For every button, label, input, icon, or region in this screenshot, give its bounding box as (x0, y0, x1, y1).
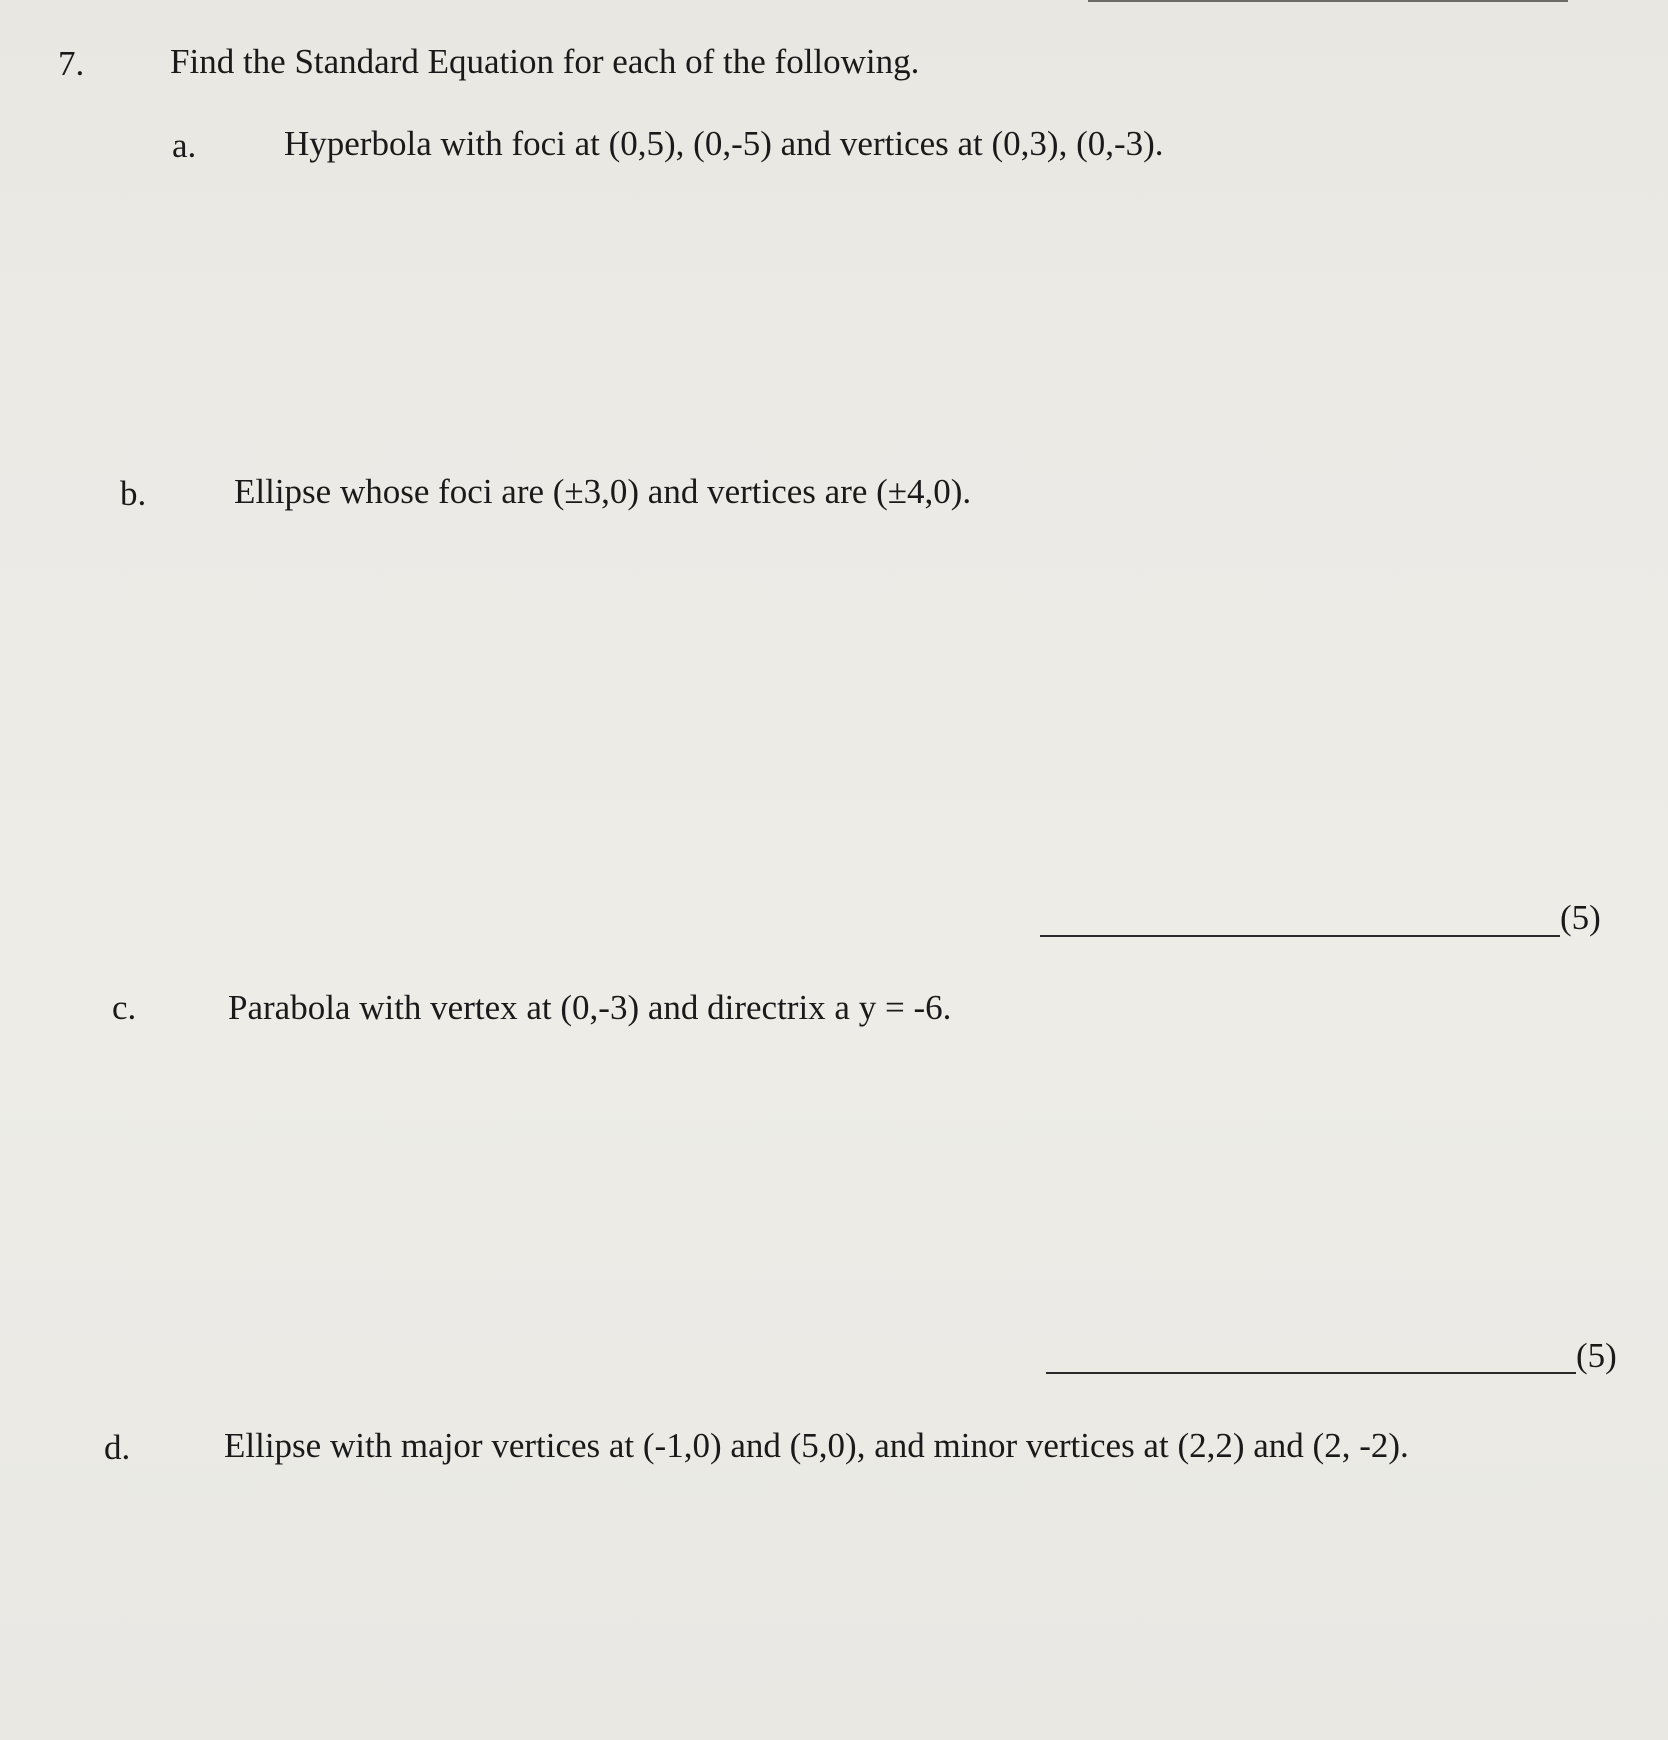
part-c-label: c. (112, 988, 137, 1027)
part-b-label: b. (120, 474, 147, 513)
part-d-label: d. (104, 1428, 131, 1467)
part-b-answer-line (1040, 935, 1560, 937)
part-a-text: Hyperbola with foci at (0,5), (0,-5) and vertices at (0,3), (0,-3). (284, 124, 1164, 163)
question-number: 7. (58, 44, 85, 83)
part-d-text: Ellipse with major vertices at (-1,0) and (5,0), and minor vertices at (2,2) and (2, -2). (224, 1426, 1409, 1465)
top-rule (1088, 0, 1568, 2)
question-prompt: Find the Standard Equation for each of the following. (170, 42, 920, 81)
part-a-label: a. (172, 126, 197, 165)
part-b-points: (5) (1560, 898, 1601, 937)
part-b-text: Ellipse whose foci are (±3,0) and vertices are (±4,0). (234, 472, 972, 511)
part-c-answer-line (1046, 1372, 1576, 1374)
part-c-points: (5) (1576, 1336, 1617, 1375)
part-c-text: Parabola with vertex at (0,-3) and directrix a y = -6. (228, 988, 952, 1027)
